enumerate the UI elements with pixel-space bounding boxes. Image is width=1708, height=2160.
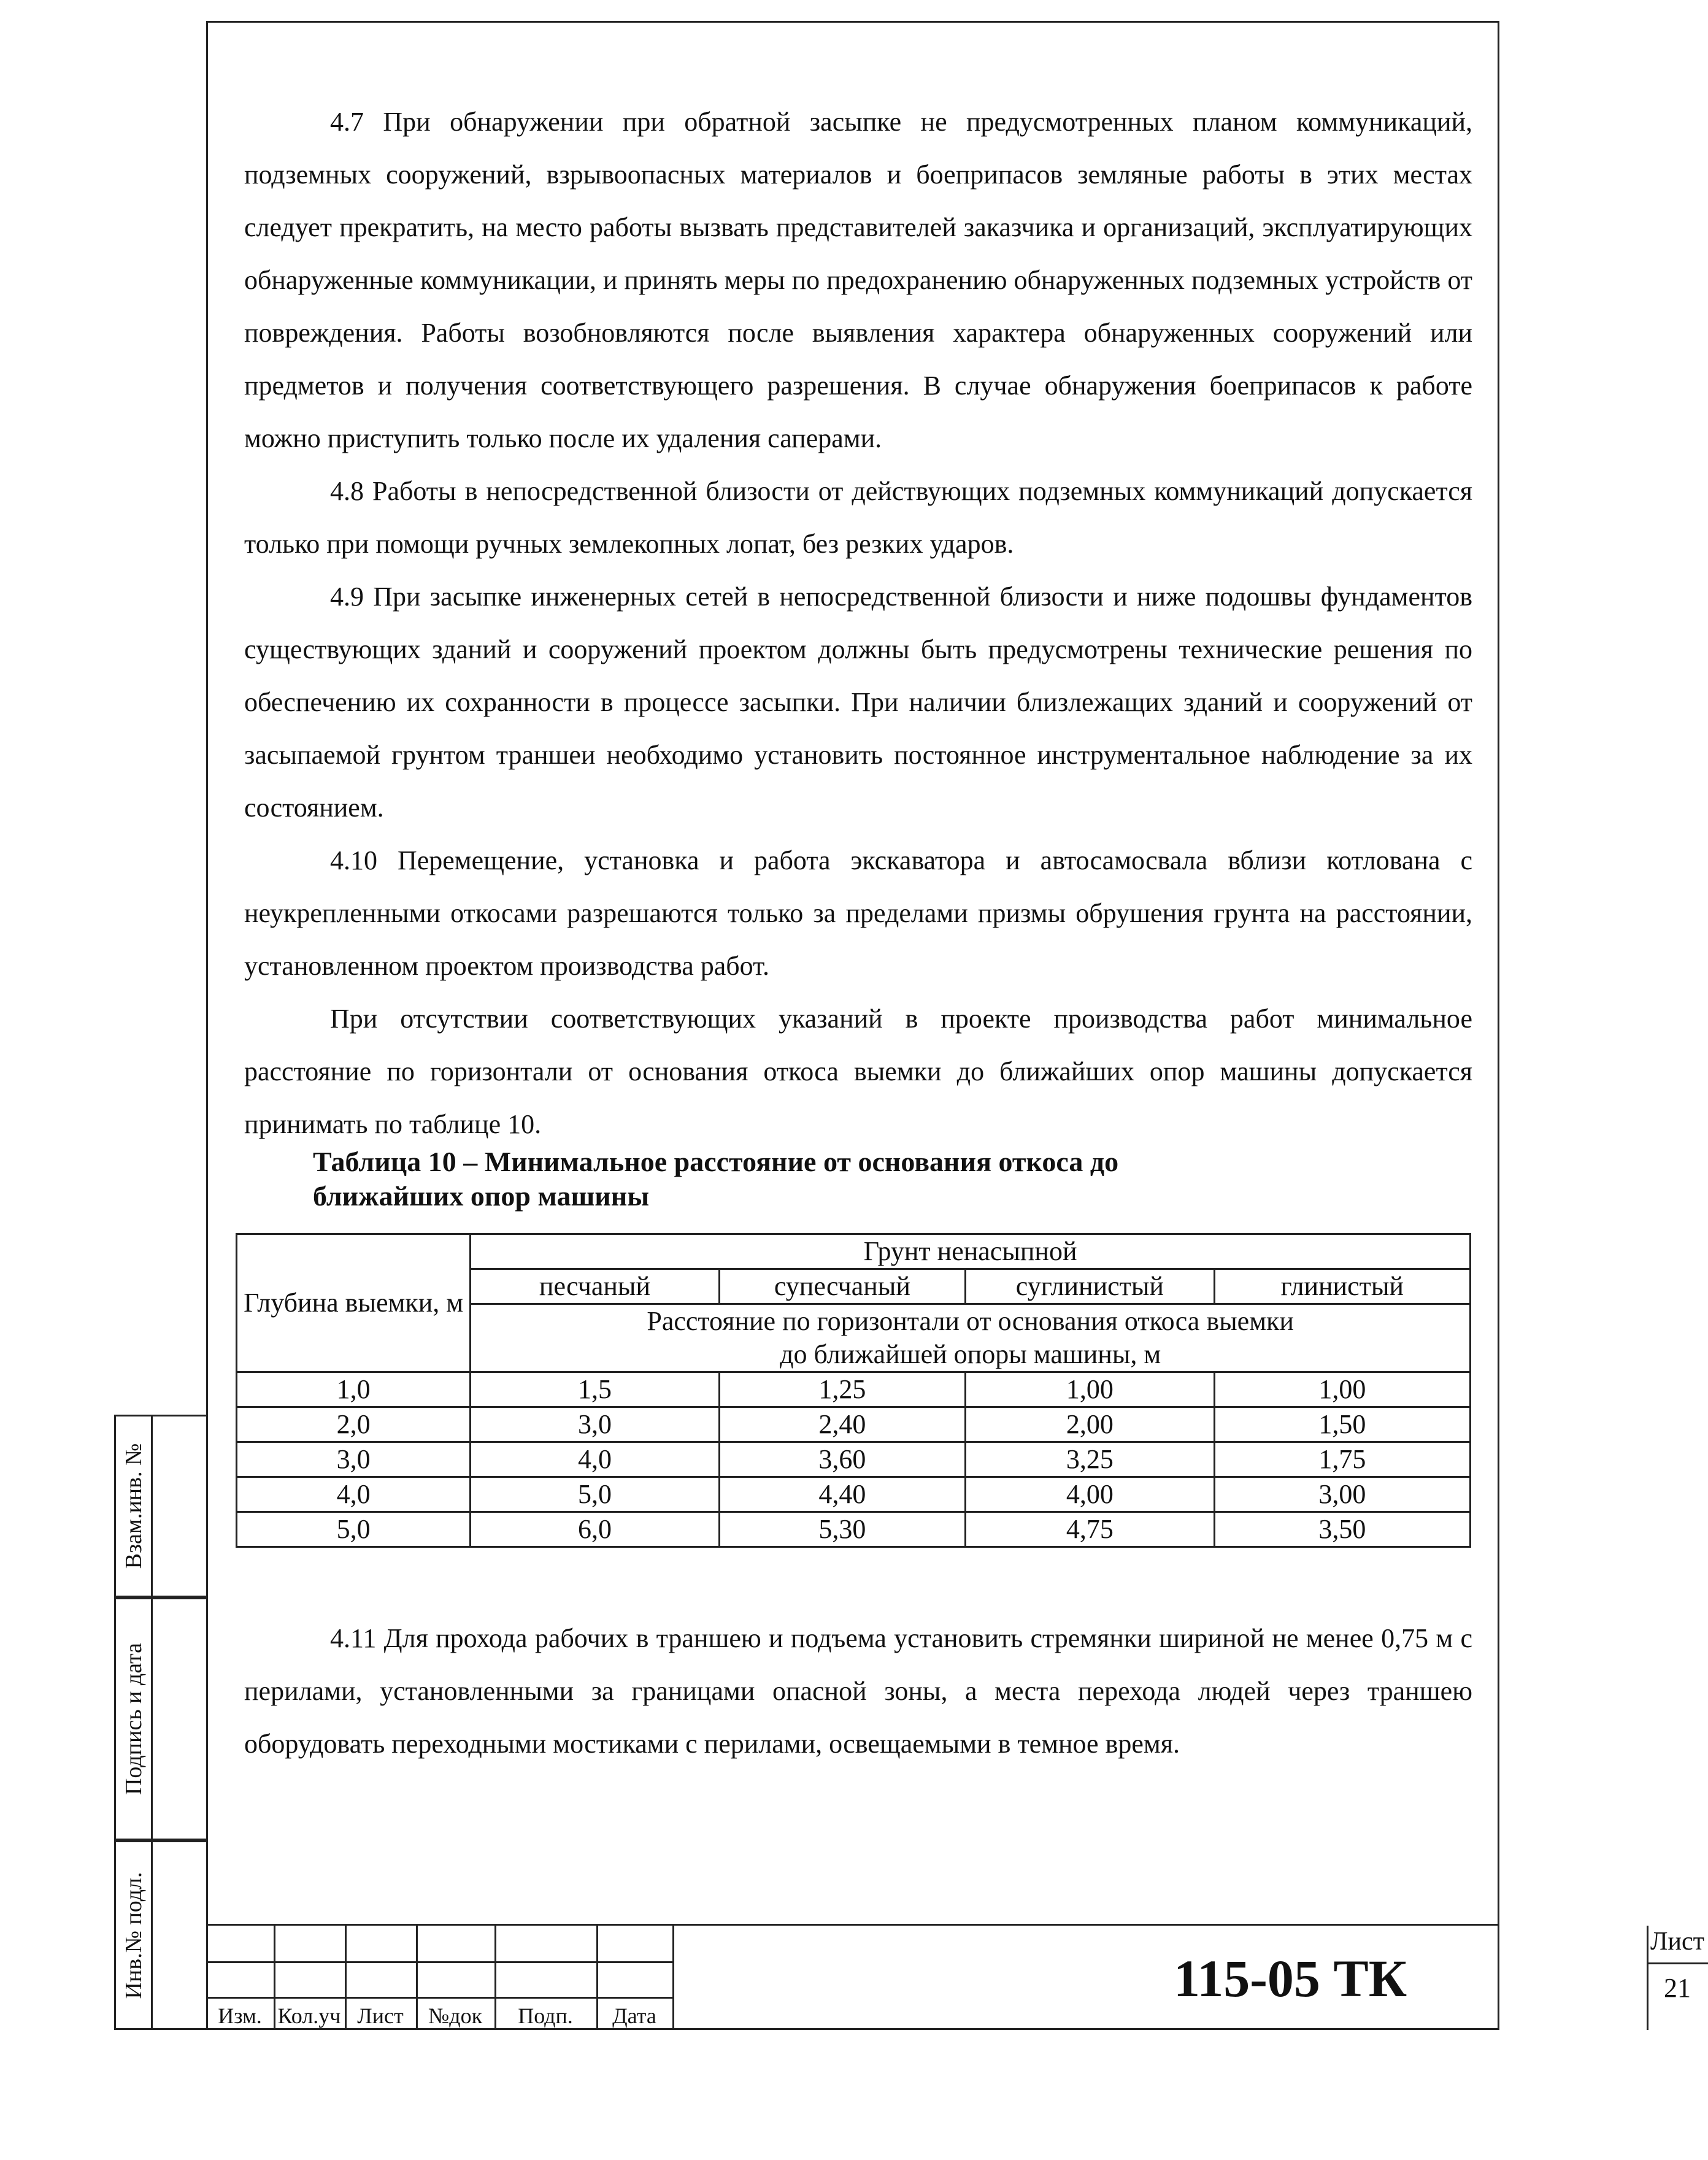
paragraph-4-7: 4.7 При обнаружении при обратной засыпке не предусмотренных планом коммуникаций, подземных сооружений, взрывоопасных материалов и боеприпасов земляные работы в этих местах следует прекратить, на место работы вызвать представителей заказчика и организаций, эксплуатирующих обнаруженные коммуникации, и принять меры по предохранению обнаруженных подземных устройств от повреждения. Работы возобновляются после выявления характера обнаруженных сооружений или предметов и получения соответствующего разрешения. В случае обнаружения боеприпасов к работе можно приступить только после их удаления саперами. (244, 107, 1472, 453)
value-cell: 5,0 (471, 1477, 719, 1512)
soil-loam: суглинистый (966, 1269, 1215, 1304)
value-cell: 2,40 (719, 1407, 965, 1442)
paragraph-4-8: 4.8 Работы в непосредственной близости от действующих подземных коммуникаций допускается только при помощи ручных землекопных лопат, без резких ударов. (244, 476, 1472, 559)
value-cell: 2,00 (966, 1407, 1215, 1442)
value-cell: 5,30 (719, 1512, 965, 1547)
value-cell: 4,40 (719, 1477, 965, 1512)
value-cell: 1,50 (1214, 1407, 1470, 1442)
table-row (237, 1372, 1471, 1407)
col-podp: Подп. (518, 2004, 573, 2028)
stamp-podpis (114, 1597, 206, 1840)
table-title-line-2: ближайших опор машины (313, 1180, 650, 1212)
stamp-inv-podl (114, 1840, 206, 2030)
document-code: 115-05 ТК (1173, 1949, 1407, 2008)
value-cell: 1,75 (1214, 1442, 1470, 1477)
value-cell: 3,50 (1214, 1512, 1470, 1547)
col-list: Лист (357, 2004, 404, 2028)
col-izm: Изм. (218, 2004, 262, 2028)
depth-header: Глубина выемки, м (237, 1234, 471, 1372)
body-text-bottom (244, 1612, 1472, 1770)
col-kol-uch: Кол.уч (277, 2004, 341, 2028)
sheet-label: Лист (1650, 1927, 1704, 1956)
soil-header: Грунт ненасыпной (471, 1234, 1471, 1269)
table-row (237, 1477, 1471, 1512)
stamp-vzam-inv (114, 1415, 206, 1597)
value-cell: 1,00 (966, 1372, 1215, 1407)
distance-header-line-1: Расстояние по горизонтали от основания откоса выемки (471, 1304, 1471, 1339)
value-cell: 3,25 (966, 1442, 1215, 1477)
value-cell: 1,00 (1214, 1372, 1470, 1407)
soil-sandy-loam: супесчаный (719, 1269, 965, 1304)
col-ndok: №док (428, 2004, 483, 2028)
soil-sand: песчаный (471, 1269, 719, 1304)
value-cell: 4,75 (966, 1512, 1215, 1547)
value-cell: 3,00 (1214, 1477, 1470, 1512)
depth-cell: 1,0 (237, 1372, 471, 1407)
title-block (206, 1924, 1704, 2030)
stamp-vzam-label: Взам.инв. № (120, 1443, 147, 1569)
value-cell: 3,0 (471, 1407, 719, 1442)
stamp-podpis-label: Подпись и дата (120, 1642, 147, 1796)
depth-cell: 5,0 (237, 1512, 471, 1547)
value-cell: 6,0 (471, 1512, 719, 1547)
depth-cell: 2,0 (237, 1407, 471, 1442)
soil-clay: глинистый (1214, 1269, 1470, 1304)
body-text-top (244, 96, 1472, 1151)
paragraph-4-10: 4.10 Перемещение, установка и работа экскаватора и автосамосвала вблизи котлована с неукрепленными откосами разрешаются только за пределами призмы обрушения грунта на расстоянии, установленном проектом производства работ. (244, 845, 1472, 981)
value-cell: 4,0 (471, 1442, 719, 1477)
value-cell: 1,5 (471, 1372, 719, 1407)
col-data: Дата (612, 2004, 656, 2028)
depth-cell: 3,0 (237, 1442, 471, 1477)
stamp-inv-label: Инв.№ подл. (120, 1871, 147, 1999)
distance-header-line-2: до ближайшей опоры машины, м (471, 1338, 1471, 1372)
paragraph-table-ref: При отсутствии соответствующих указаний в проекте производства работ минимальное расстояние по горизонтали от основания откоса выемки до ближайших опор машины допускается принимать по таблице 10. (244, 1004, 1472, 1139)
depth-cell: 4,0 (237, 1477, 471, 1512)
table-row (237, 1407, 1471, 1442)
paragraph-4-11: 4.11 Для прохода рабочих в траншею и подъема установить стремянки шириной не менее 0,75 м с перилами, установленными за границами опасной зоны, а места перехода людей через траншею оборудовать переходными мостиками с перилами, освещаемыми в темное время. (244, 1623, 1472, 1759)
table-title-line-1: Таблица 10 – Минимальное расстояние от основания откоса до (313, 1146, 1119, 1177)
paragraph-4-9: 4.9 При засыпке инженерных сетей в непосредственной близости и ниже подошвы фундаментов существующих зданий и сооружений проектом должны быть предусмотрены технические решения по обеспечению их сохранности в процессе засыпки. При наличии близлежащих зданий и сооружений от засыпаемой грунтом траншеи необходимо установить постоянное инструментальное наблюдение за их состоянием. (244, 582, 1472, 823)
table-row (237, 1512, 1471, 1547)
table-title (313, 1145, 1118, 1213)
value-cell: 3,60 (719, 1442, 965, 1477)
sheet-number: 21 (1664, 1973, 1691, 2003)
value-cell: 4,00 (966, 1477, 1215, 1512)
value-cell: 1,25 (719, 1372, 965, 1407)
table-10 (236, 1233, 1471, 1548)
table-row (237, 1442, 1471, 1477)
